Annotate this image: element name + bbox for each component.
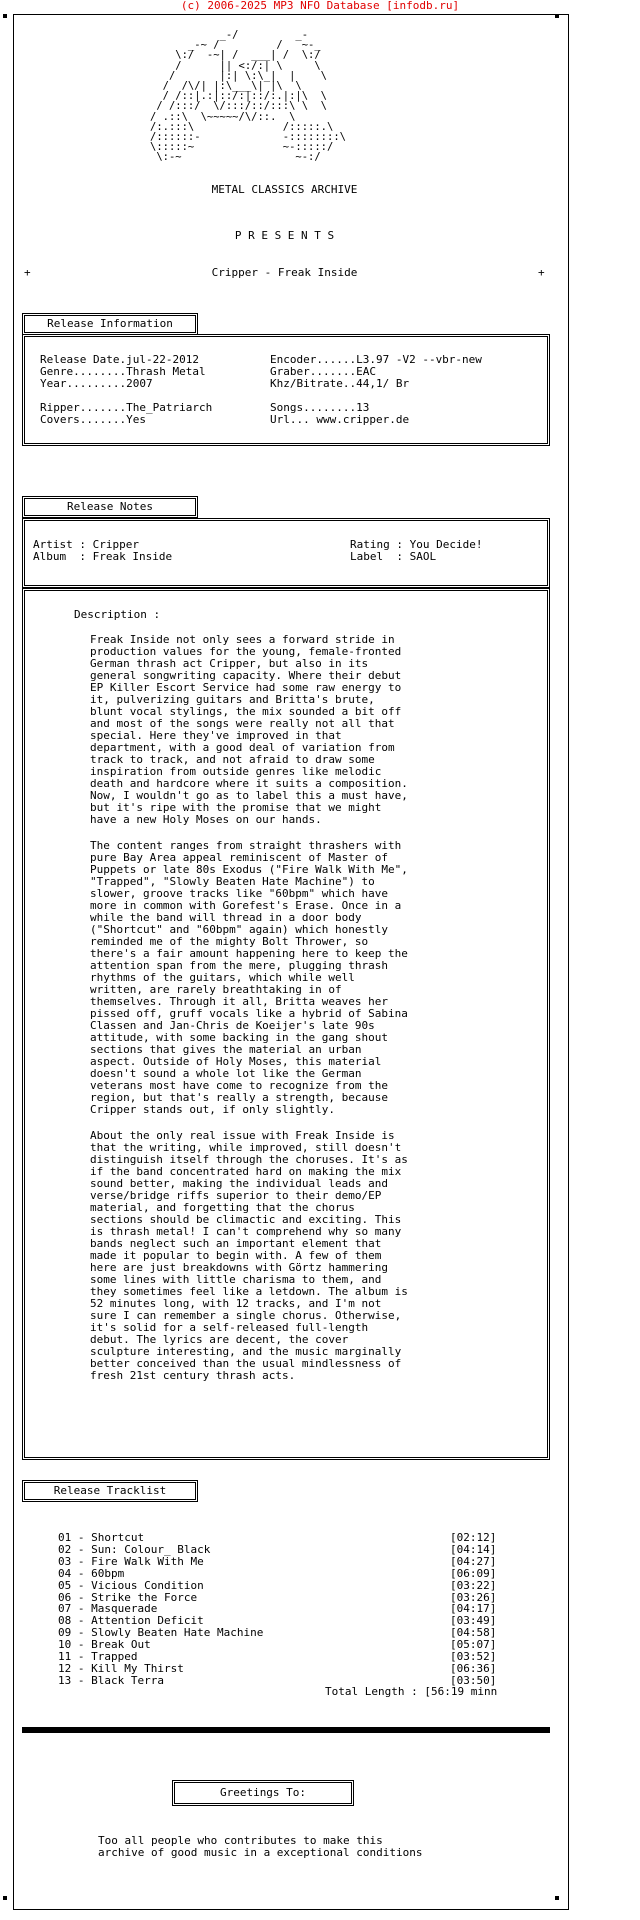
- release-info-field: Ripper.......The_Patriarch: [40, 401, 213, 414]
- track-row: [58, 1675, 164, 1687]
- track-separator: -: [71, 1602, 92, 1616]
- description-line: German thrash act Cripper, but also in its: [90, 657, 369, 670]
- track-number: 06: [58, 1590, 72, 1604]
- track-time: [04:17]: [450, 1602, 497, 1616]
- description-line: inspiration from outside genres like melodic: [90, 765, 382, 778]
- ascii-art-line: /:.:::\ /:::::.\: [150, 120, 334, 133]
- track-time: [05:07]: [450, 1638, 497, 1652]
- artist-line: Artist : Cripper: [33, 538, 139, 551]
- greetings-line-2: archive of good music in a exceptional conditions: [98, 1846, 423, 1859]
- release-info-field: Khz/Bitrate..44,1/ Br: [270, 377, 410, 390]
- description-paragraph-2: [90, 840, 408, 1116]
- description-line: Now, I wouldn't go as to label this a must have,: [90, 789, 408, 802]
- track-time: [03:49]: [450, 1614, 497, 1628]
- frame-corner-bottom-left: [3, 1896, 7, 1900]
- description-line: Classen and Jan-Chris de Koeijer's late 90s: [90, 1019, 375, 1032]
- track-title: Trapped: [91, 1650, 138, 1663]
- track-title: Black Terra: [91, 1673, 164, 1687]
- description-line: region, but that's really a strength, because: [90, 1091, 389, 1104]
- description-line: pure Bay Area appeal reminiscent of Master of: [90, 851, 389, 864]
- description-paragraph-3: [90, 1130, 408, 1382]
- description-line: it, pulverizing guitars and Britta's brute,: [90, 693, 375, 706]
- ascii-art-line: \:-~ ~-:/: [150, 151, 321, 164]
- description-line: have a new Holy Moses on our hands.: [90, 813, 322, 826]
- track-number: 07: [58, 1602, 72, 1616]
- track-separator: -: [71, 1650, 92, 1663]
- description-line: debut. The lyrics are decent, the cover: [90, 1333, 349, 1346]
- track-number: 10: [58, 1638, 72, 1652]
- release-info-field: Release Date.jul-22-2012: [40, 353, 199, 366]
- track-separator: -: [71, 1614, 92, 1628]
- release-info-field: Songs........13: [270, 401, 370, 414]
- track-title: Kill My Thirst: [91, 1661, 184, 1675]
- track-separator: -: [71, 1554, 92, 1568]
- track-separator: -: [71, 1542, 92, 1556]
- description-line: more in common with Gorefest's Erase. Once in a: [90, 899, 402, 912]
- track-title: Strike the Force: [91, 1590, 198, 1604]
- track-separator: -: [71, 1626, 92, 1640]
- description-line: they sometimes feel like a letdown. The album is: [90, 1285, 408, 1298]
- presents-text: P R E S E N T S: [234, 229, 335, 242]
- description-line: Cripper stands out, if only slightly.: [90, 1103, 336, 1116]
- track-number: 01: [58, 1531, 72, 1544]
- description-line: veterans most have come to recognize from the: [90, 1079, 389, 1092]
- ascii-art-line: _-/ _-: [150, 29, 309, 41]
- track-time: [03:26]: [450, 1590, 497, 1604]
- plus-glyph-left: +: [24, 266, 31, 279]
- description-line: About the only real issue with Freak Inside is: [90, 1129, 395, 1142]
- release-info-field: Covers.......Yes: [40, 413, 146, 426]
- track-separator: -: [71, 1661, 92, 1675]
- track-time: [06:36]: [450, 1661, 497, 1675]
- description-line: bands neglect such an important element that: [90, 1237, 382, 1250]
- release-title: Cripper - Freak Inside: [211, 266, 358, 279]
- description-line: and most of the songs were really not all that: [90, 717, 395, 730]
- ascii-art-line: \:/ -~| / ___| / \:/: [150, 49, 321, 62]
- description-line: sections should be climactic and exciting. This: [90, 1213, 402, 1226]
- ascii-art-line: / |:| \:\_| | \: [150, 69, 328, 82]
- description-line: if the band concentrated hard on making the mix: [90, 1165, 402, 1178]
- description-line: doesn't sound a whole lot like the German: [90, 1067, 362, 1080]
- description-line: verse/bridge riffs superior to their demo/EP: [90, 1189, 382, 1202]
- track-time: [03:50]: [450, 1673, 497, 1687]
- release-info-tab: Release Information: [22, 313, 198, 335]
- description-line: general songwriting capacity. Where their debut: [90, 669, 402, 682]
- description-line: slower, groove tracks like "60bpm" which have: [90, 887, 389, 900]
- description-line: while the band will thread in a door body: [90, 911, 362, 924]
- description-line: but it's ripe with the promise that we might: [90, 801, 382, 814]
- track-title: Fire Walk With Me: [91, 1554, 204, 1568]
- ascii-art-line: / .::\ \~~~~~/\/::. \: [150, 110, 296, 123]
- release-info-field: Graber.......EAC: [270, 365, 376, 378]
- description-line: there's a fair amount happening here to keep the: [90, 947, 408, 960]
- track-number: 11: [58, 1650, 72, 1663]
- description-line: better conceived than the usual mindlessness of: [90, 1357, 402, 1370]
- description-line: themselves. Through it all, Britta weaves her: [90, 995, 389, 1008]
- track-separator: -: [71, 1531, 92, 1544]
- description-line: ("Shortcut" and "60bpm" again) which honestly: [90, 923, 389, 936]
- description-line: that the writing, while improved, still doesn't: [90, 1141, 402, 1154]
- description-line: "Trapped", "Slowly Beaten Hate Machine") to: [90, 875, 375, 888]
- description-line: written, are rarely breathtaking in of: [90, 983, 342, 996]
- tracklist-tab: Release Tracklist: [22, 1480, 198, 1502]
- description-line: sound better, making the individual leads and: [90, 1177, 389, 1190]
- album-line: Album : Freak Inside: [33, 550, 173, 563]
- track-title: Attention Deficit: [91, 1614, 204, 1628]
- track-number: 09: [58, 1626, 72, 1640]
- description-line: distinguish itself through the choruses. It's as: [90, 1153, 408, 1166]
- description-line: blunt vocal stylings, the mix sounded a bit off: [90, 705, 402, 718]
- track-separator: -: [71, 1590, 92, 1604]
- description-line: here are just breakdowns with Görtz hammering: [90, 1261, 389, 1274]
- description-line: The content ranges from straight thrashers with: [90, 839, 402, 852]
- description-line: fresh 21st century thrash acts.: [90, 1369, 296, 1382]
- track-number: 03: [58, 1554, 72, 1568]
- greetings-line-1: Too all people who contributes to make this: [98, 1834, 383, 1847]
- total-length: Total Length : [56:19 minn: [325, 1685, 498, 1698]
- track-number: 04: [58, 1566, 72, 1580]
- rating-line: Rating : You Decide!: [350, 538, 483, 551]
- ascii-art-line: _-~ / / ~-_: [150, 39, 321, 52]
- description-line: sure I can remember a single chorus. Otherwise,: [90, 1309, 402, 1322]
- site-header: (c) 2006-2025 MP3 NFO Database [infodb.ru]: [180, 0, 460, 12]
- description-line: sculpture interesting, and the music marginally: [90, 1345, 402, 1358]
- ascii-art-line: / || <:/:| \ \: [150, 59, 321, 72]
- ascii-art-line: /::::::- -::::::::\: [150, 131, 346, 144]
- release-info-field: Year.........2007: [40, 377, 153, 390]
- divider-bar: [22, 1727, 550, 1733]
- description-line: made it popular to begin with. A few of them: [90, 1249, 382, 1262]
- track-title: Masquerade: [91, 1602, 158, 1616]
- description-line: 52 minutes long, with 12 tracks, and I'm not: [90, 1297, 382, 1310]
- track-time: [03:52]: [450, 1650, 497, 1663]
- release-info-field: Genre........Thrash Metal: [40, 365, 206, 378]
- track-number: 05: [58, 1578, 72, 1592]
- release-info-right: [270, 354, 482, 426]
- track-time: [06:09]: [450, 1566, 497, 1580]
- description-line: Puppets or late 80s Exodus ("Fire Walk With Me",: [90, 863, 408, 876]
- release-notes-tab: Release Notes: [22, 496, 198, 518]
- description-line: aspect. Outside of Holy Moses, this material: [90, 1055, 382, 1068]
- track-number: 12: [58, 1661, 72, 1675]
- ascii-art-line: / /::|.:|::/:|::/:.|:|\ \: [150, 90, 328, 103]
- description-line: special. Here they've improved in that: [90, 729, 342, 742]
- track-separator: -: [71, 1578, 92, 1592]
- description-paragraph-1: [90, 634, 408, 826]
- description-line: some lines with little charisma to them, and: [90, 1273, 382, 1286]
- track-number: 08: [58, 1614, 72, 1628]
- description-line: pissed off, gruff vocals like a hybrid of Sabina: [90, 1007, 408, 1020]
- frame-corner-bottom-right: [555, 1896, 559, 1900]
- description-line: EP Killer Escort Service had some raw energy to: [90, 681, 402, 694]
- track-title: Break Out: [91, 1638, 151, 1652]
- track-title: Slowly Beaten Hate Machine: [91, 1626, 264, 1640]
- track-number: 02: [58, 1542, 72, 1556]
- release-info-left: [40, 354, 212, 426]
- track-title: Sun: Colour_ Black: [91, 1542, 211, 1556]
- track-separator: -: [71, 1673, 92, 1687]
- description-line: material, and forgetting that the chorus: [90, 1201, 355, 1214]
- track-time: [04:58]: [450, 1626, 497, 1640]
- track-separator: -: [71, 1638, 92, 1652]
- description-line: reminded me of the mighty Bolt Thrower, so: [90, 935, 369, 948]
- ascii-art-line: \:::::~ ~-:::::/: [150, 141, 334, 154]
- ascii-art-line: / /\/| |:\___\| |\ \: [150, 80, 302, 93]
- plus-glyph-right: +: [538, 266, 545, 279]
- description-line: Freak Inside not only sees a forward stride in: [90, 633, 395, 646]
- description-line: track to track, and not afraid to draw some: [90, 753, 375, 766]
- description-line: it's solid for a self-released full-length: [90, 1321, 369, 1334]
- label-line: Label : SAOL: [350, 550, 437, 563]
- description-line: rhythms of the guitars, which while well: [90, 971, 355, 984]
- track-time: [04:27]: [450, 1554, 497, 1568]
- description-line: attention span from the mere, plugging thrash: [90, 959, 389, 972]
- description-line: department, with a good deal of variation from: [90, 741, 395, 754]
- track-title: Vicious Condition: [91, 1578, 204, 1592]
- archive-title: METAL CLASSICS ARCHIVE: [211, 183, 358, 196]
- release-info-field: Url... www.cripper.de: [270, 413, 410, 426]
- track-time: [04:14]: [450, 1542, 497, 1556]
- ascii-logo: [150, 30, 450, 163]
- frame-corner-top-right: [555, 14, 559, 18]
- track-time: [02:12]: [450, 1531, 497, 1544]
- description-line: sections that gives the material an urban: [90, 1043, 362, 1056]
- ascii-art-line: / /:::/ \/:::/::/:::\ \ \: [150, 100, 328, 113]
- description-line: death and hardcore where it suits a composition.: [90, 777, 408, 790]
- description-line: attitude, with some backing in the gang shout: [90, 1031, 389, 1044]
- track-separator: -: [71, 1566, 92, 1580]
- track-title: 60bpm: [91, 1566, 125, 1580]
- description-line: is thrash metal! I can't comprehend why so many: [90, 1225, 402, 1238]
- greetings-tab: Greetings To:: [172, 1780, 354, 1806]
- release-info-field: Encoder......L3.97 -V2 --vbr-new: [270, 353, 482, 366]
- description-line: production values for the young, female-fronted: [90, 645, 402, 658]
- track-title: Shortcut: [91, 1531, 145, 1544]
- frame-corner-top-left: [3, 14, 7, 18]
- track-time: [03:22]: [450, 1578, 497, 1592]
- track-number: 13: [58, 1673, 72, 1687]
- description-label: Description :: [74, 608, 161, 621]
